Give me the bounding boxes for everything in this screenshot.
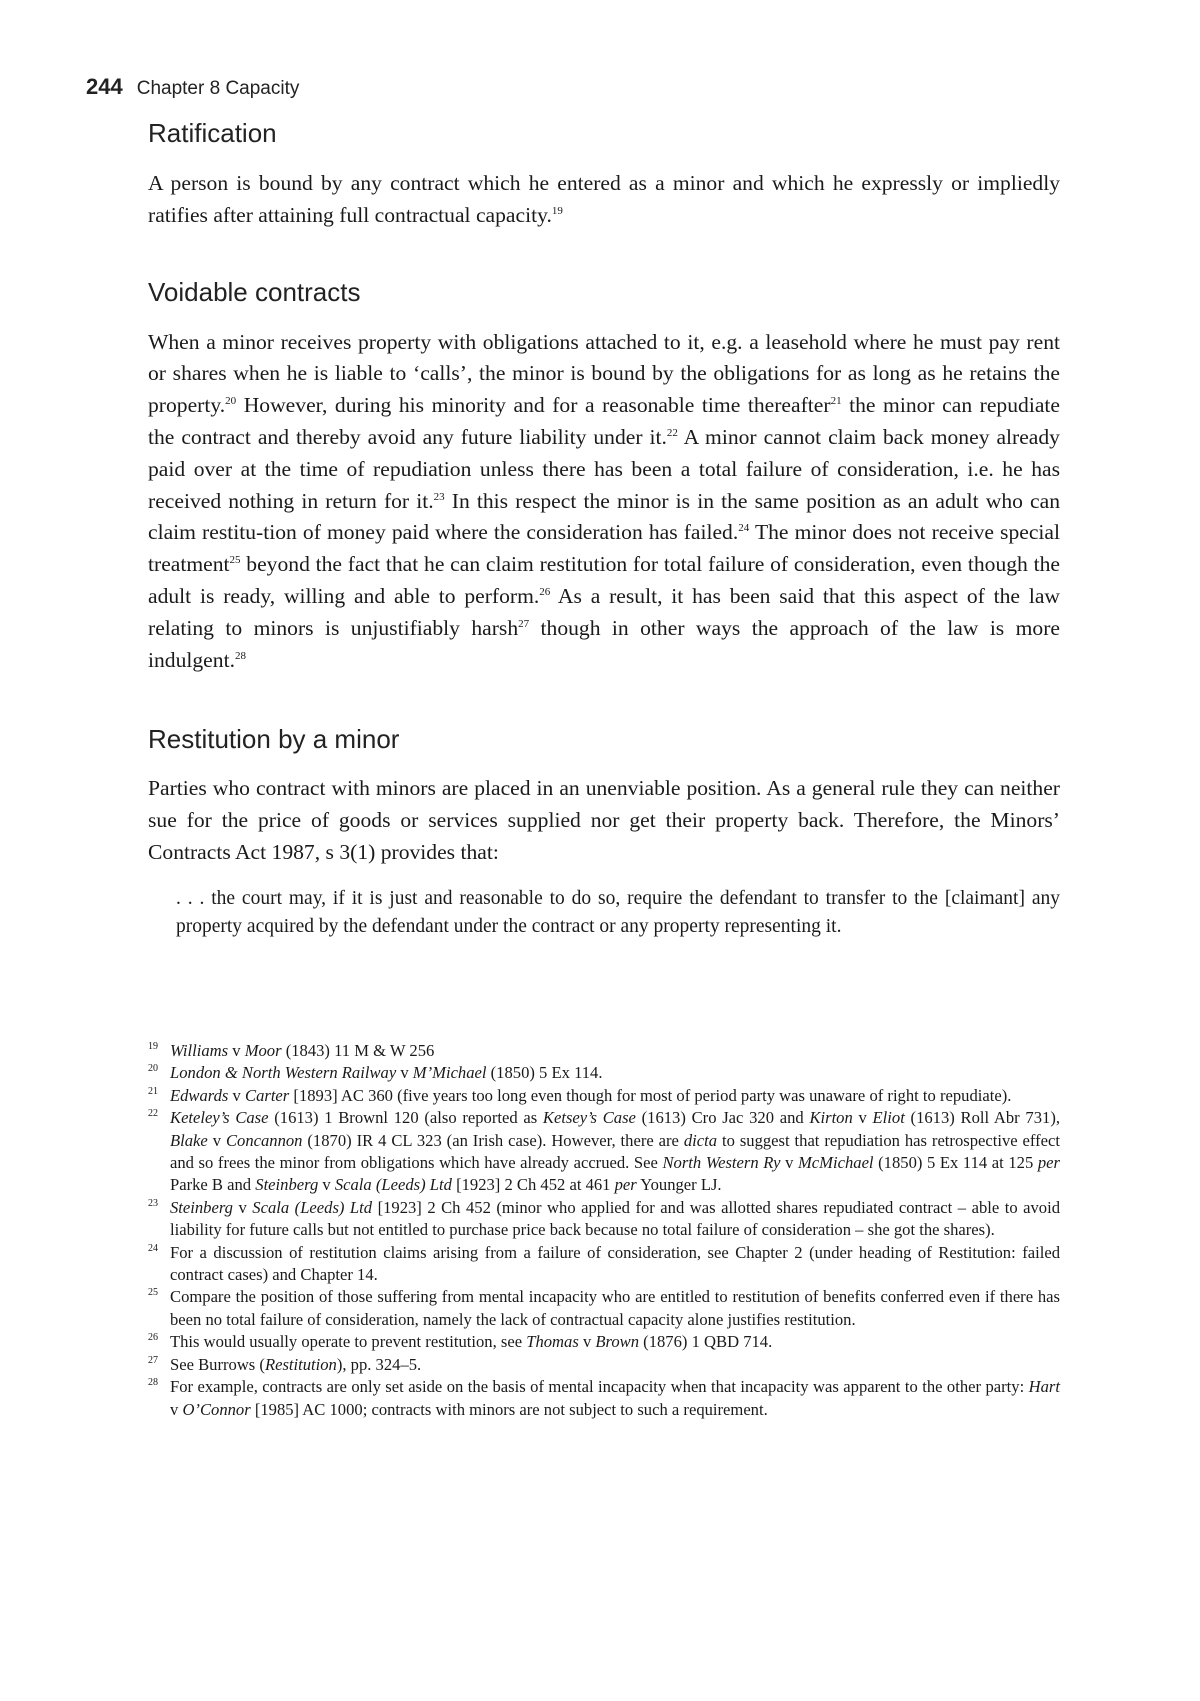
restitution-paragraph: Parties who contract with minors are placed in an unenviable position. As a general rule they can neither sue for the price of goods or services supplied nor get their property back. Therefore, the Minors’ Contracts Act 1987, s 3(1) provides that: [148,776,1060,864]
footnote-21 [148,1085,1060,1107]
footnote-text: Parke B and [170,1175,256,1195]
footnote-text: (1613) Roll Abr 731), [904,1108,1061,1128]
footnote-number: 20 [148,1063,158,1075]
paragraph-text: As a result, it has been said that this aspect of the law relating to minors is unjustifiably harsh [148,583,1060,640]
footnote-text: v [578,1332,596,1352]
footnote-case-name: Thomas [526,1332,579,1352]
footnote-text: For example, contracts are only set aside on the basis of mental incapacity when that incapacity was apparent to the other party: [170,1377,1029,1397]
footnote-25 [148,1286,1060,1331]
footnote-case-name: Concannon [225,1130,303,1150]
section-heading-voidable-contracts: Voidable contracts [148,276,361,307]
footnote-ref-26: 26 [539,585,551,598]
footnote-case-name: Scala (Leeds) Ltd [334,1175,452,1195]
footnote-26 [148,1331,1060,1353]
footnote-27 [148,1354,1060,1376]
footnote-number: 19 [148,1041,158,1052]
footnote-text: v [228,1085,245,1105]
footnote-case-name: Eliot [872,1108,905,1128]
footnote-text: (1613) 1 Brownl 120 (also reported as [268,1108,543,1128]
footnote-case-name: Keteley’s Case [170,1108,269,1128]
statute-quote: . . . the court may, if it is just and reasonable to do so, require the defendant to transfer to the [claimant] any property acquired by the defendant under the contract or any property representing it. [176,887,1060,938]
footnote-text: (1876) 1 QBD 714. [639,1332,773,1352]
footnote-number: 27 [148,1354,158,1366]
footnote-case-name: M’Michael [412,1063,487,1083]
footnote-text: Compare the position of those suffering from mental incapacity who are entitled to restitution of benefits conferred even if there has been no total failure of consideration, namely the lack of contractual capacity alone justifies restitution. [170,1287,1060,1329]
running-title: Chapter 8 Capacity [136,78,300,99]
footnote-ref-25: 25 [229,553,241,566]
footnote-ref-19: 19 [551,204,563,217]
paragraph-text: In this respect the minor is in the same position as an adult who can claim restitu-tion of money paid where the consideration has failed. [148,488,1061,545]
footnote-case-name: Williams [170,1041,229,1060]
footnote-text: This would usually operate to prevent restitution, see [170,1332,527,1352]
footnote-case-name: Scala (Leeds) Ltd [252,1197,373,1217]
paragraph-text: A person is bound by any contract which he entered as a minor and which he expressly or impliedly ratifies after attaining full contractual capacity. [148,171,1060,227]
footnote-ref-20: 20 [225,395,237,407]
footnote-case-name: Restitution [264,1354,337,1374]
paragraph-text: However, during his minority and for a reasonable time thereafter [236,393,831,418]
footnote-case-name: O’Connor [182,1399,251,1419]
footnote-text: v [228,1041,245,1060]
footnote-ref-23: 23 [433,490,445,503]
footnote-text: [1923] 2 Ch 452 (minor who applied for and was allotted shares repudiated contract – able to avoid liability for future calls but not entitled to purchase price back because no total failure of consideration – she got the shares). [170,1197,1060,1240]
footnote-ref-24: 24 [738,522,750,535]
paragraph-text: When a minor receives property with obligations attached to it, e.g. a leasehold where he must pay rent or shares when he is liable to ‘calls’, the minor is bound by the obligations for as long as he retains the property. [148,329,1060,418]
footnote-case-name: Ketsey’s Case [542,1108,636,1128]
footnote-ref-27: 27 [518,617,530,630]
footnote-text: v [232,1197,253,1217]
footnote-text: v [852,1108,873,1128]
footnote-case-name: Steinberg [255,1175,319,1195]
page-number: 244 [86,74,123,99]
footnote-case-name: Kirton [809,1108,853,1128]
footnote-19 [148,1040,1060,1062]
footnote-text: v [780,1153,798,1173]
footnote-case-name: dicta [683,1130,718,1150]
footnote-text: ), pp. 324–5. [336,1354,422,1374]
footnote-text: [1985] AC 1000; contracts with minors are not subject to such a requirement. [250,1399,768,1419]
section-heading-ratification: Ratification [148,118,277,148]
footnote-number: 21 [148,1085,158,1097]
footnote-text: For a discussion of restitution claims arising from a failure of consideration, see Chapter 2 (under heading of Restitution: failed contract cases) and Chapter 14. [170,1242,1060,1285]
footnote-text: [1893] AC 360 (five years too long even though for most of period party was unaware of right to repudiate). [289,1085,1012,1105]
paragraph-text: A minor cannot claim back money already paid over at the time of repudiation unless there has been a total failure of consideration, i.e. he has received nothing in return for it. [148,424,1060,513]
footnote-case-name: Edwards [170,1085,229,1105]
footnote-case-name: Blake [170,1130,208,1150]
footnote-case-name: Hart [1028,1377,1060,1397]
footnote-case-name: per [1037,1153,1060,1173]
footnote-ref-22: 22 [666,426,678,439]
section-heading-restitution-by-a-minor: Restitution by a minor [148,724,400,755]
ratification-paragraph [148,168,1060,232]
footnote-ref-28: 28 [234,649,246,662]
footnote-text: v [207,1130,226,1150]
footnote-text: v [170,1399,183,1419]
footnote-text: (1843) 11 M & W 256 [281,1041,435,1060]
main-content [148,118,1060,941]
footnote-case-name: per [614,1175,637,1195]
footnote-text: (1613) Cro Jac 320 and [635,1108,810,1128]
footnote-text: See Burrows ( [170,1354,265,1374]
footnote-text: v [318,1175,335,1195]
footnote-number: 28 [148,1377,158,1389]
footnote-text: (1870) IR 4 CL 323 (an Irish case). However, there are [302,1130,684,1150]
voidable-contracts-paragraph [148,327,1060,677]
footnote-text: (1850) 5 Ex 114. [486,1063,603,1083]
footnote-case-name: Moor [244,1041,282,1060]
paragraph-text: The minor does not receive special treatment [148,520,1060,577]
paragraph-text: the minor can repudiate the contract and thereby avoid any future liability under it. [148,393,1060,449]
footnotes [148,1040,1060,1421]
footnote-case-name: McMichael [797,1153,874,1173]
footnote-23 [148,1197,1060,1242]
footnote-text: (1850) 5 Ex 114 at 125 [873,1153,1038,1173]
footnote-28 [148,1376,1060,1421]
footnote-case-name: Brown [595,1332,640,1352]
footnote-number: 25 [148,1287,158,1299]
footnote-text: Younger LJ. [636,1175,722,1195]
footnote-case-name: Steinberg [170,1197,233,1217]
paragraph-text: beyond the fact that he can claim restitution for total failure of consideration, even though the adult is ready, willing and able to perform. [148,552,1060,608]
footnote-number: 22 [148,1108,158,1120]
running-header [86,74,299,100]
footnote-number: 24 [148,1242,158,1254]
footnote-case-name: Carter [245,1085,290,1105]
footnote-case-name: London & North Western Railway [170,1063,397,1083]
footnote-case-name: North Western Ry [662,1153,781,1173]
footnote-ref-21: 21 [830,395,842,407]
paragraph-text: though in other ways the approach of the law is more indulgent. [148,615,1060,672]
footnote-text: [1923] 2 Ch 452 at 461 [451,1175,615,1195]
footnote-number: 26 [148,1332,158,1344]
footnote-number: 23 [148,1197,158,1209]
footnote-22 [148,1107,1060,1197]
footnote-20 [148,1062,1060,1084]
footnote-text: to suggest that repudiation has retrospective effect and so frees the minor from obligations which have already accrued. See [170,1130,1061,1173]
footnote-text: v [396,1063,413,1083]
footnote-24 [148,1242,1060,1287]
